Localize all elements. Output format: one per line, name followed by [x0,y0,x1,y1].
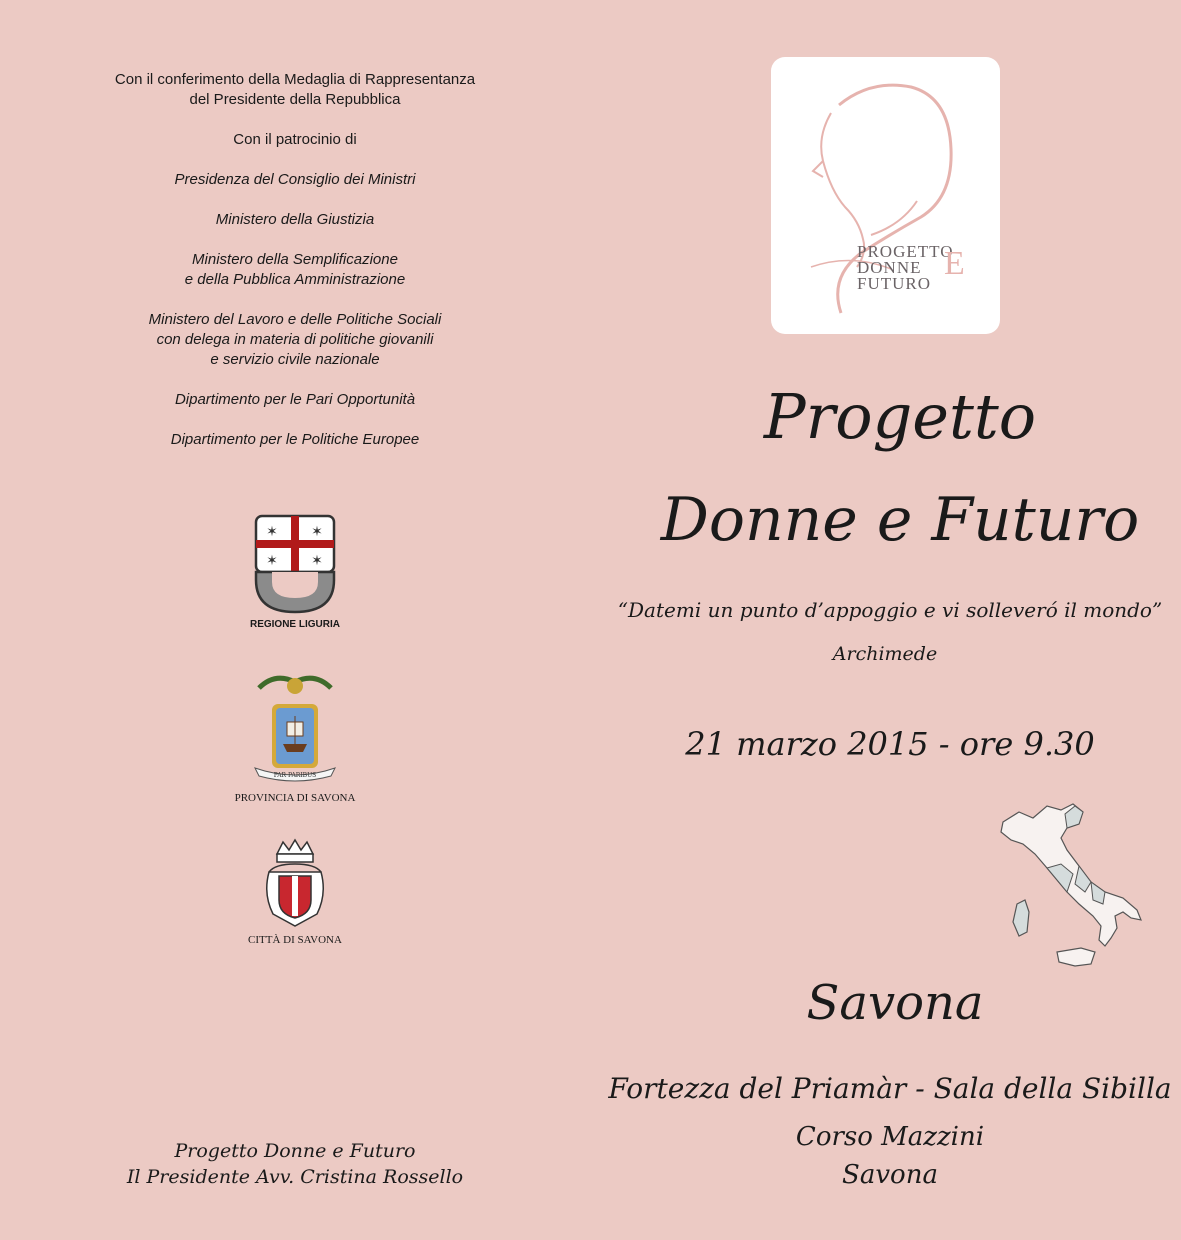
logo-line-1: PROGETTO [857,242,954,261]
signature-president: Il Presidente Avv. Cristina Rossello [126,1166,464,1188]
patron-line: e della Pubblica Amministrazione [184,271,406,288]
svg-text:✶: ✶ [266,553,278,569]
logo-accent-letter: E [944,245,965,282]
event-city: Savona [806,975,984,1031]
citta-savona-crest [245,838,345,948]
regione-liguria-crest [245,512,345,634]
medal-line-2: del Presidente della Repubblica [189,91,401,108]
patron-line: Ministero della Semplificazione [192,251,398,268]
ribbon-motto: PAR PARIBUS [273,772,317,779]
patron-line: Dipartimento per le Politiche Europee [170,431,420,448]
signature [110,1138,480,1190]
provincia-caption: PROVINCIA DI SAVONA [234,792,356,804]
liguria-caption: REGIONE LIGURIA [249,619,340,630]
signature-org: Progetto Donne e Futuro [174,1140,416,1162]
patron-line: e servizio civile nazionale [210,351,380,368]
medal-line-1: Con il conferimento della Medaglia di Rappresentanza [114,71,476,88]
logo-wordmark [857,242,965,293]
svg-text:✶: ✶ [311,524,323,540]
patron-item [85,170,505,190]
event-date: 21 marzo 2015 - ore 9.30 [685,725,1095,763]
event-street: Corso Mazzini [795,1122,985,1152]
patron-line: con delega in materia di politiche giovanili [156,331,434,348]
liguria-shield-icon [245,512,345,614]
patron-line: Ministero della Giustizia [215,211,375,228]
provincia-shield-icon [225,670,365,788]
patron-item [85,430,505,450]
patron-item [85,250,505,290]
patronage-column [85,70,505,470]
event-venue: Fortezza del Priamàr - Sala della Sibilla [608,1072,1172,1105]
event-street-city: Savona [842,1160,938,1190]
svg-text:✶: ✶ [311,553,323,569]
provincia-savona-crest [225,670,365,810]
patron-item [85,390,505,410]
patron-item [85,210,505,230]
svg-text:✶: ✶ [266,524,278,540]
citta-caption: CITTÀ DI SAVONA [248,934,342,946]
logo-line-2: DONNE [857,258,922,277]
logo-line-3: FUTURO [857,274,932,293]
title-line-1: Progetto [763,380,1037,453]
title-line-2: Donne e Futuro [660,485,1140,555]
patronage-title: Con il patrocinio di [233,131,357,148]
quote: “Datemi un punto d’appoggio e vi solleveró il mondo” [617,598,1163,622]
quote-author: Archimede [832,643,938,665]
italy-map-icon [995,800,1150,975]
patron-line: Dipartimento per le Pari Opportunità [174,391,416,408]
patron-line: Presidenza del Consiglio dei Ministri [174,171,416,188]
medal-text [85,70,505,110]
patron-item [85,310,505,370]
citta-shield-icon [245,838,345,930]
patron-line: Ministero del Lavoro e delle Politiche Sociali [148,311,442,328]
